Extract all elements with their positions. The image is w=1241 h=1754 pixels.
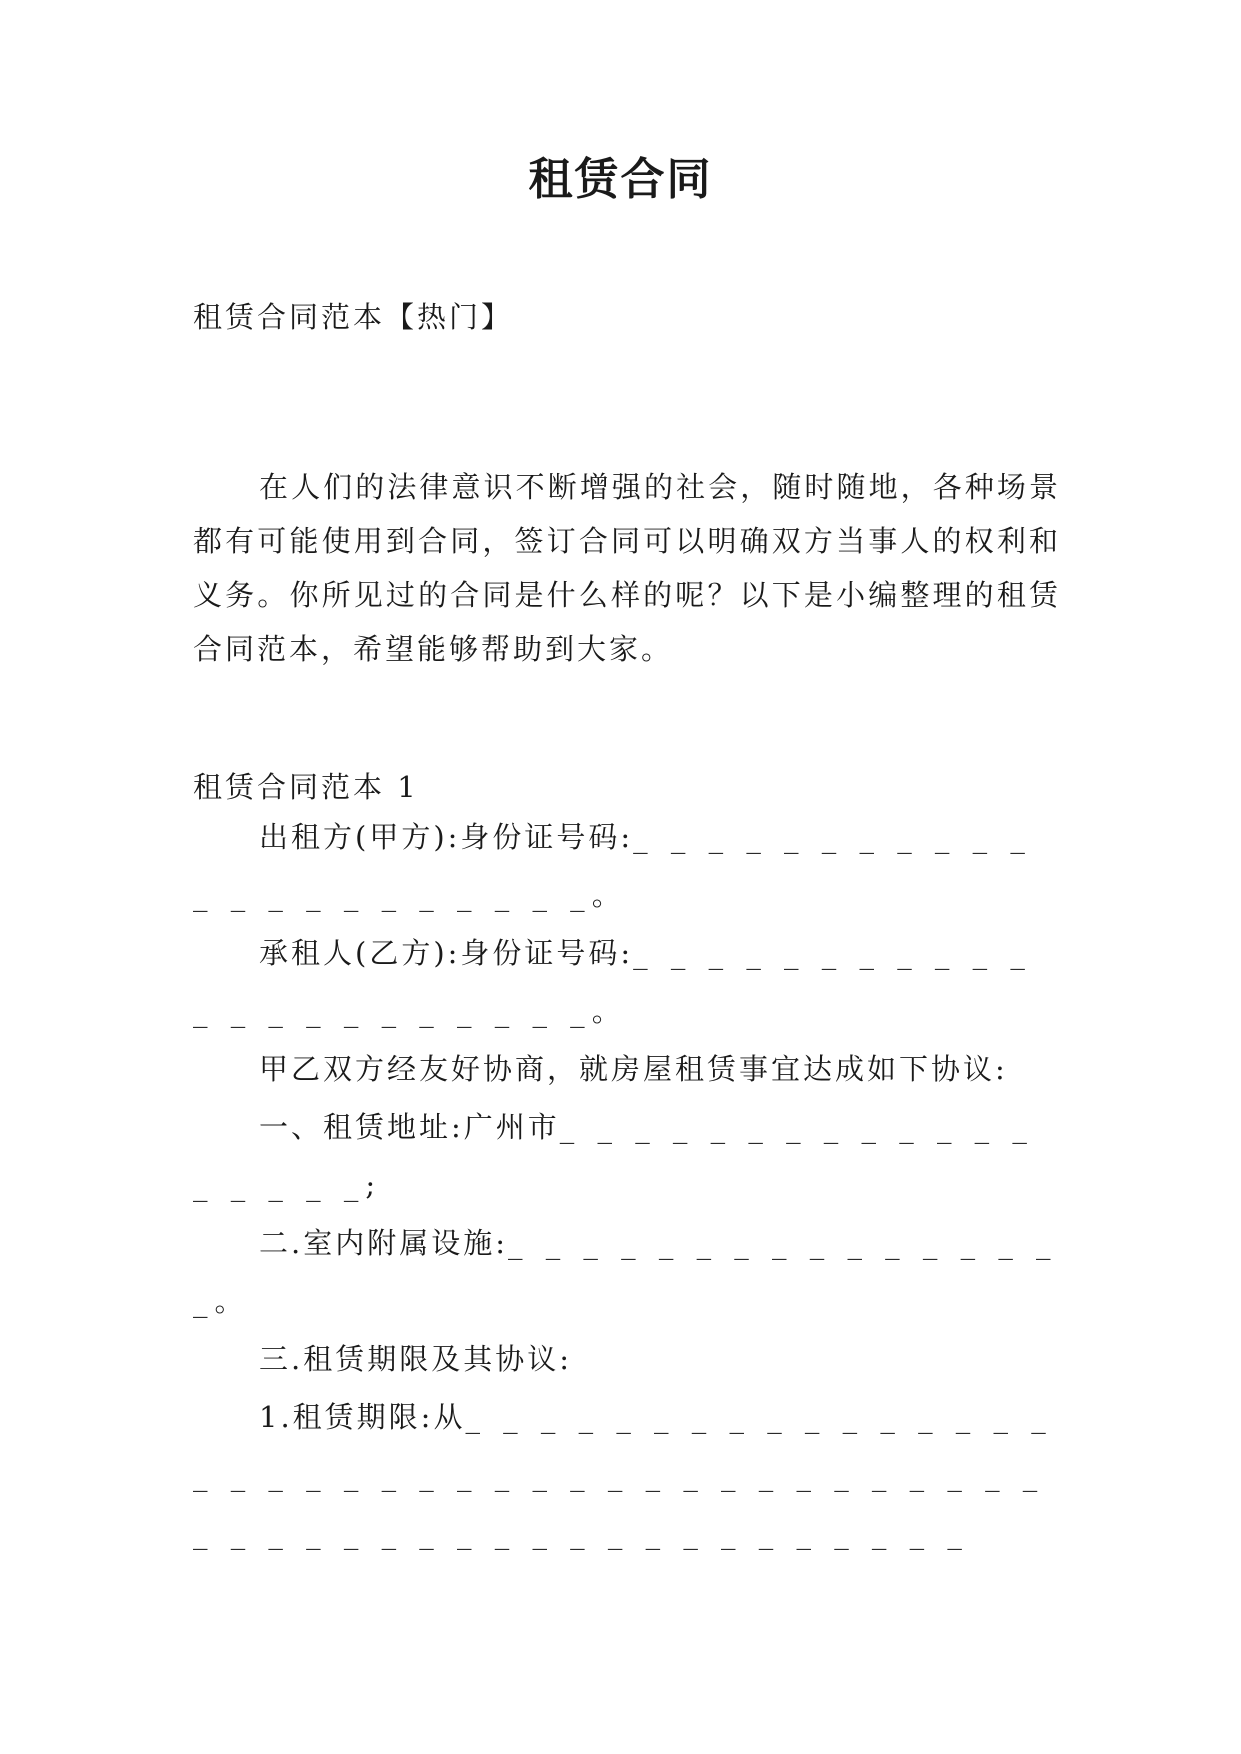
clause-label: 一、租赁地址:广州市 [259,1110,560,1144]
clause-end: 。 [591,878,624,912]
intro-paragraph: 在人们的法律意识不断增强的社会，随时随地，各种场景都有可能使用到合同，签订合同可以明确双方当事人的权利和义务。你所见过的合同是什么样的呢？以下是小编整理的租赁合同范本，希望能够帮助到大家。 [193,470,1061,666]
section-heading: 租赁合同范本 1 [193,770,419,804]
clause-facilities [193,1214,1061,1330]
clause-lease-term [193,1388,1061,1562]
clause-lease-term-heading [193,1330,1061,1388]
clause-end: ; [365,1168,379,1202]
clause-end: 。 [214,1284,247,1318]
clause-label: 二.室内附属设施: [259,1226,508,1260]
clause-label: 1.租赁期限:从 [259,1400,466,1434]
clause-end: 。 [591,994,624,1028]
document-title: 租赁合同 [528,154,713,205]
clause-label: 承租人(乙方):身份证号码: [259,936,634,970]
fill-in-blank: _ _ _ _ _ _ _ _ _ _ _ _ _ _ _ _ [193,1226,1058,1318]
clause-rental-address [193,1098,1061,1214]
clause-label: 甲乙双方经友好协商，就房屋租赁事宜达成如下协议: [259,1052,1008,1086]
clause-list [193,808,1061,1562]
fill-in-blank: _ _ _ _ _ _ _ _ _ _ _ _ _ _ _ _ _ _ _ _ _ _ [193,936,1032,1028]
clause-label: 三.租赁期限及其协议: [259,1342,572,1376]
fill-in-blank: _ _ _ _ _ _ _ _ _ _ _ _ _ _ _ _ _ _ [193,1110,1034,1202]
clause-lessee-id [193,924,1061,1040]
fill-in-blank: _ _ _ _ _ _ _ _ _ _ _ _ _ _ _ _ _ _ _ _ _ _ _ _ _ _ _ _ _ _ _ _ _ _ _ _ _ _ _ _ _ _ _ _ _ _ _ _ _ _ _ _ _ _ _ _ _ _ _ _ [193,1400,1053,1550]
clause-lessor-id [193,808,1061,924]
document-subtitle: 租赁合同范本【热门】 [193,300,514,334]
clause-agreement-intro [193,1040,1061,1098]
fill-in-blank: _ _ _ _ _ _ _ _ _ _ _ _ _ _ _ _ _ _ _ _ _ _ [193,820,1032,912]
clause-label: 出租方(甲方):身份证号码: [259,820,634,854]
